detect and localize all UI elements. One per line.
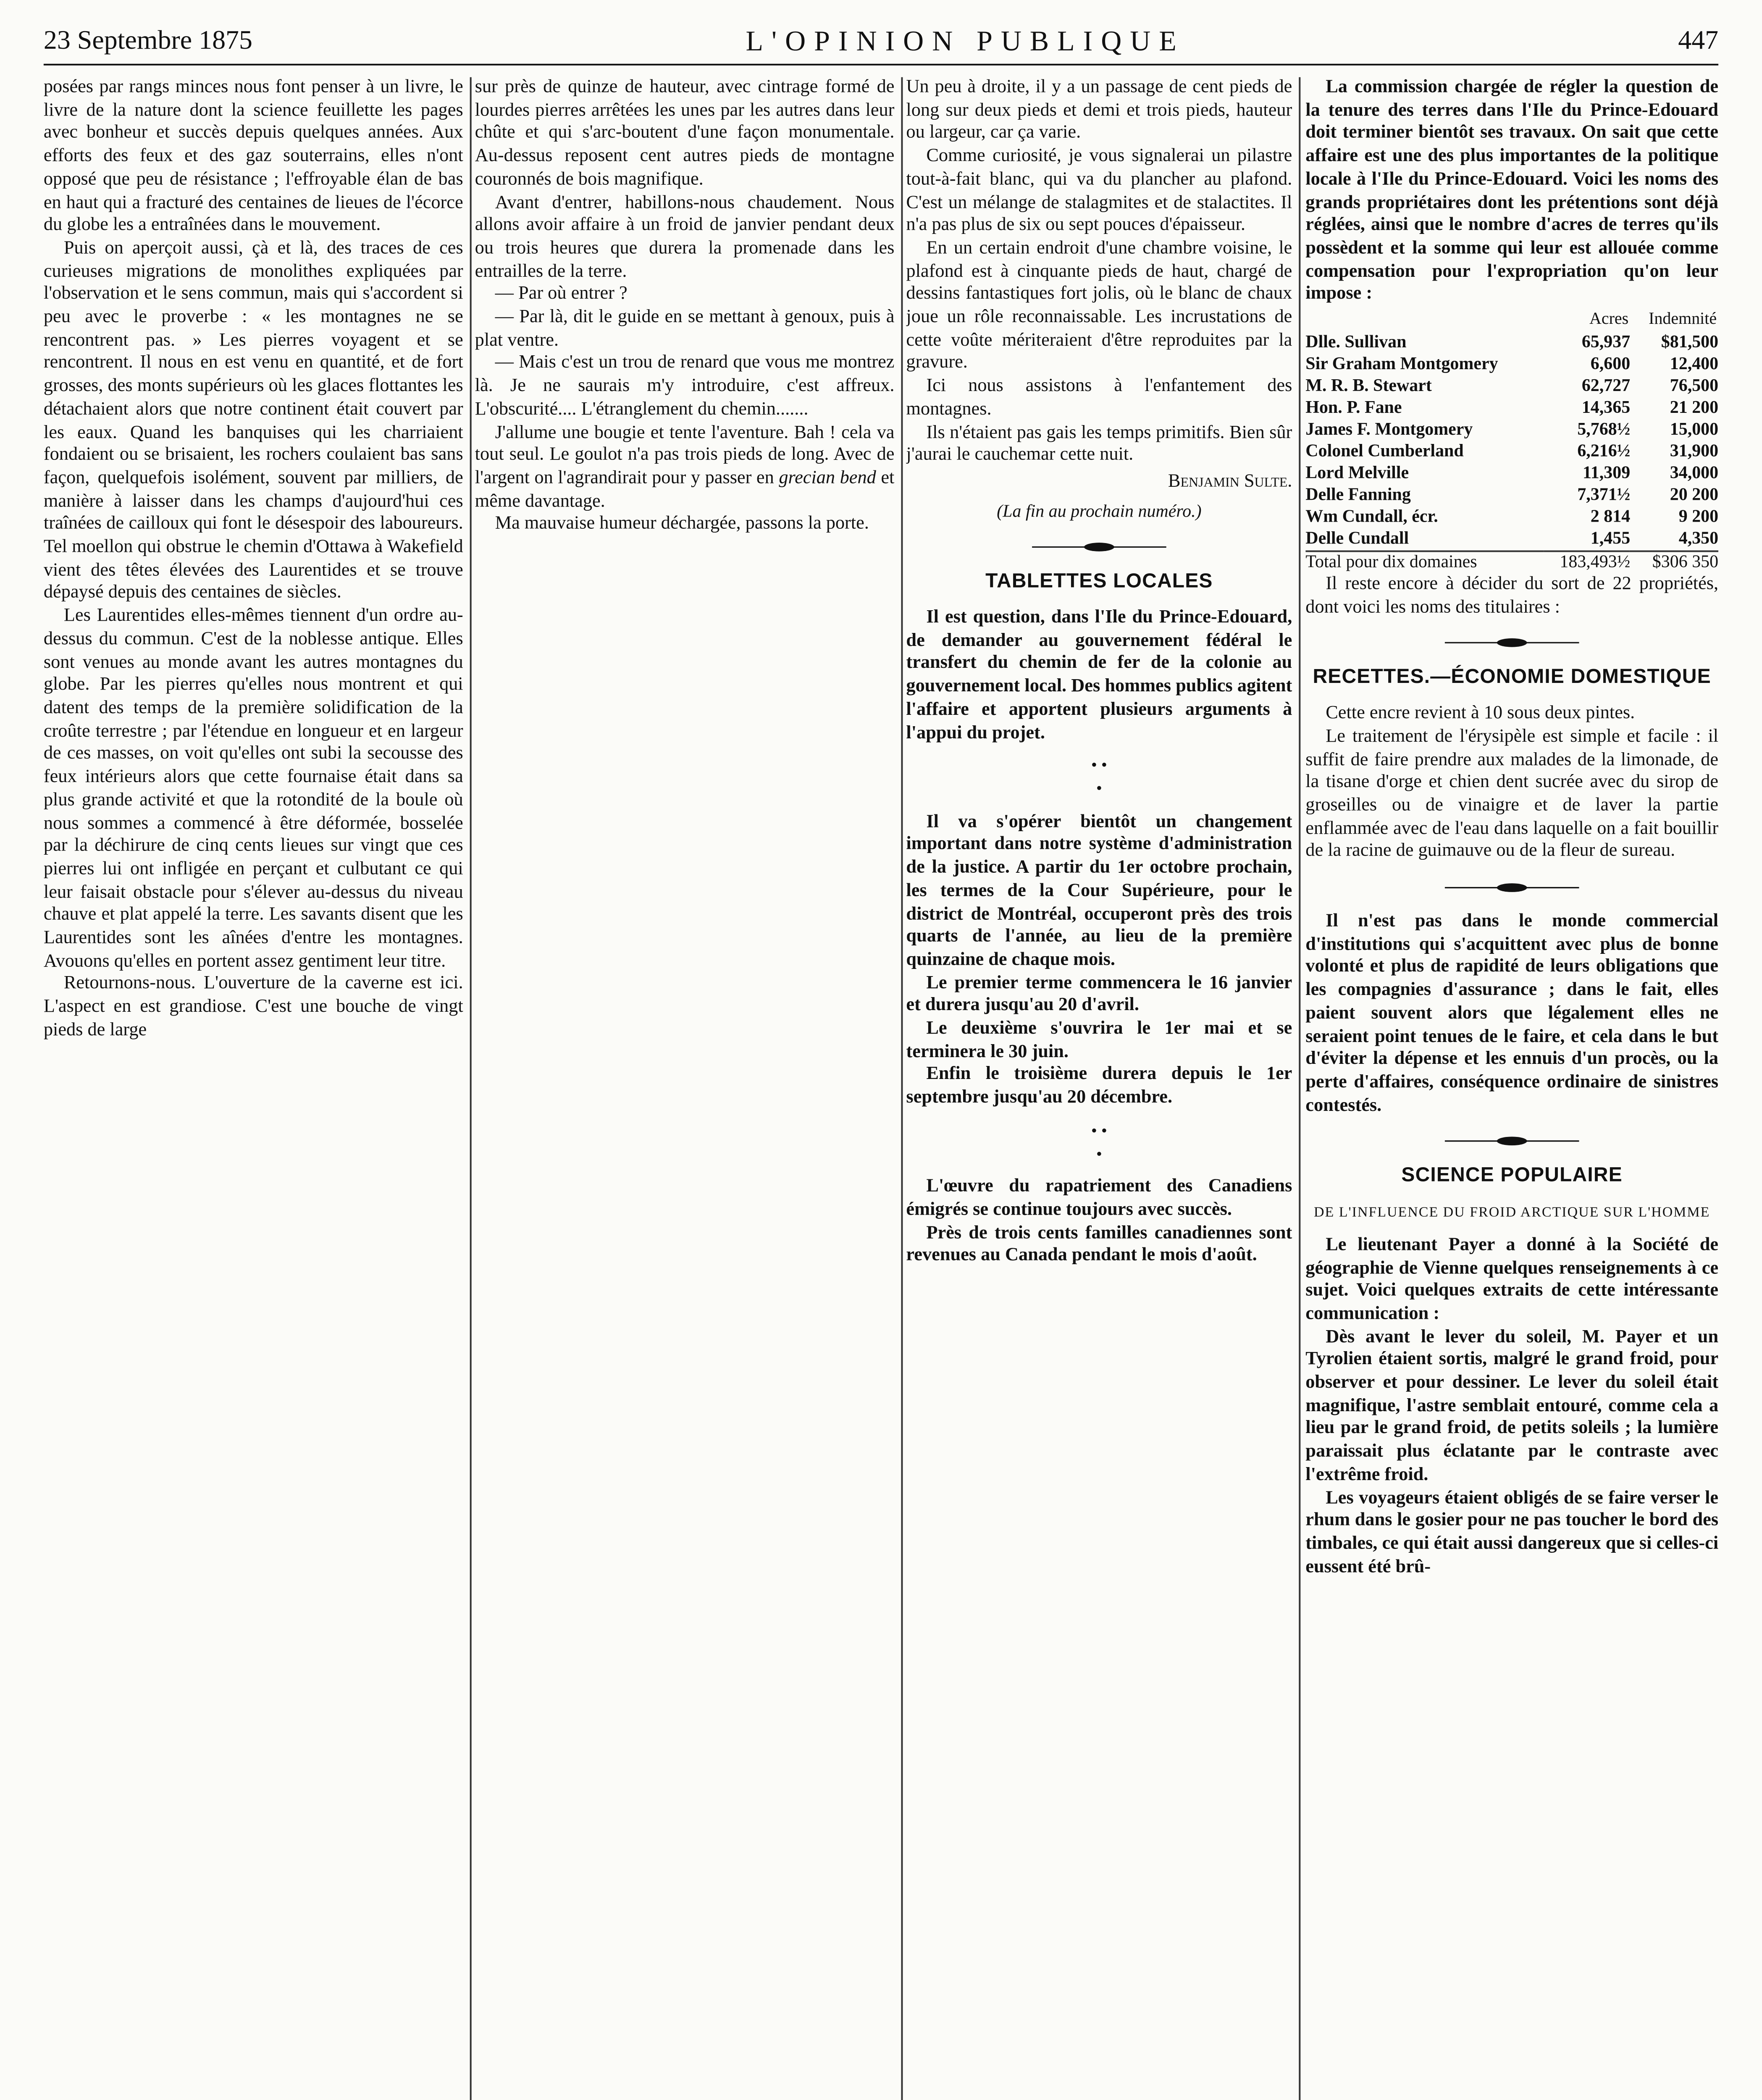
news-item: Le premier terme commencera le 16 janvier et durera jusqu'au 20 d'avril. xyxy=(906,972,1292,1016)
table-cell: 6,600 xyxy=(1590,356,1631,375)
table-cell: Delle Fanning xyxy=(1305,486,1411,505)
paragraph: Ils n'étaient pas gais les temps primitifs. Bien sûr j'aurai le cauchemar cette nuit. xyxy=(906,422,1292,465)
table-cell: $306 350 xyxy=(1630,551,1718,574)
italic-phrase: grecian bend xyxy=(779,468,876,488)
table-cell: James F. Montgomery xyxy=(1305,421,1473,440)
separator-asterism-icon: • • • xyxy=(1091,757,1107,799)
column-1 xyxy=(44,77,463,2100)
table-cell: 11,309 xyxy=(1583,465,1631,483)
table-cell: Sir Graham Montgomery xyxy=(1305,356,1498,375)
table-cell: 4,350 xyxy=(1678,530,1719,549)
column-header-acres: Acres xyxy=(1589,310,1629,329)
news-item: Près de trois cents familles canadiennes sont revenues au Canada pendant le mois d'août. xyxy=(906,1223,1292,1266)
ornament-divider-icon xyxy=(1428,1135,1596,1148)
table-row xyxy=(1305,463,1718,485)
paragraph: Un peu à droite, il y a un passage de cent pieds de long sur deux pieds et demi et trois pieds, hauteur ou largeur, car ça varie. xyxy=(906,77,1292,144)
table-cell: 12,400 xyxy=(1670,356,1719,375)
table-cell: 20 200 xyxy=(1670,486,1719,505)
table-cell: Wm Cundall, écr. xyxy=(1305,508,1438,527)
ornament-divider-icon xyxy=(1428,881,1596,895)
paragraph: Comme curiosité, je vous signalerai un pilastre tout-à-fait blanc, qui va du plancher au plafond. C'est un mélange de stalagmites et de stalactites. Il n'a pas plus de six ou sept pouces d'épaisseur. xyxy=(906,146,1292,236)
paragraph: Dès avant le lever du soleil, M. Payer et un Tyrolien étaient sortis, malgré le grand froid, pour observer et pour dessiner. Le lever du soleil était magnifique, l'astre semblait entouré, comme cela a lieu par le grand froid, de petits soleils ; la lumière paraissait plus éclatante par le contraste avec l'extrême froid. xyxy=(1305,1326,1719,1485)
table-cell: Lord Melville xyxy=(1305,465,1409,483)
table-cell: 9 200 xyxy=(1678,508,1719,527)
column-rule xyxy=(469,77,471,2100)
table-cell: 6,216½ xyxy=(1577,443,1631,462)
table-cell: Colonel Cumberland xyxy=(1305,443,1464,462)
section-title-recettes: RECETTES.—ÉCONOMIE DOMESTIQUE xyxy=(1313,665,1711,689)
publication-title: L'OPINION PUBLIQUE xyxy=(746,25,1185,57)
table-cell: 7,371½ xyxy=(1577,486,1631,505)
paragraph: Le traitement de l'érysipèle est simple et facile : il suffit de faire prendre aux malades de la limonade, de la tisane d'orge et chien dent sucrée avec du sirop de groseilles ou de vinaigre et de laver la partie enflammée avec de l'eau dans laquelle on a fait bouillir de la racine de guimauve ou de la fleur de sureau. xyxy=(1305,726,1719,861)
table-header-row xyxy=(1305,307,1718,332)
paragraph-text: J'allume une bougie et tente l'aventure. Bah ! cela va tout seul. Le goulot n'a pas trois pieds de long. Avec de l'argent on l'agrandirait pour y passer en xyxy=(475,422,895,488)
column-4 xyxy=(1305,77,1718,2100)
table-total-row xyxy=(1305,551,1718,574)
news-item: Le deuxième s'ouvrira le 1er mai et se terminera le 30 juin. xyxy=(906,1018,1292,1062)
table-cell: 1,455 xyxy=(1590,530,1631,549)
table-cell: 34,000 xyxy=(1670,465,1719,483)
ornament-divider-icon xyxy=(1015,541,1183,554)
paragraph xyxy=(475,422,895,514)
table-cell: 2 814 xyxy=(1590,508,1631,527)
section-subtitle: DE L'INFLUENCE DU FROID ARCTIQUE SUR L'HOMME xyxy=(1313,1203,1710,1220)
table-cell: 76,500 xyxy=(1670,378,1719,396)
paragraph-text: et même davantage. xyxy=(475,468,895,512)
table-row xyxy=(1305,420,1718,441)
table-row xyxy=(1305,485,1718,507)
table-row xyxy=(1305,332,1718,354)
paragraph: Cette encre revient à 10 sous deux pintes. xyxy=(1326,703,1635,724)
dialogue-line: — Par là, dit le guide en se mettant à genoux, puis à plat ventre. xyxy=(475,307,895,350)
table-row xyxy=(1305,376,1718,398)
column-rule xyxy=(900,77,902,2100)
column-rule xyxy=(1299,77,1300,2100)
table-row xyxy=(1305,441,1718,463)
paragraph: Puis on aperçoit aussi, çà et là, des traces de ces curieuses migrations de monolithes expliquées par l'observation et le sens commun, mais qui s'accordent si peu avec le proverbe : « les montagnes ne se rencontrent pas. » Les pierres voyagent et se rencontrent. Il nous en est venu en quantité, et de fort grosses, des monts supérieurs où les glaces flottantes les détachaient alors que notre continent était couvert par les eaux. Quand les banquises qui les charriaient fondaient ou se brisaient, les rochers coulaient bas sans façon, quelquefois isolément, souvent par milliers, de manière à laisser dans les champs d'aujourd'hui ces traînées de cailloux qui font le désespoir des laboureurs. Tel moellon qui obstrue le chemin d'Ottawa à Wakefield vient des têtes élevées des Laurentides et se trouve dépaysé depuis des centaines de siècles. xyxy=(43,238,463,604)
column-2 xyxy=(475,77,895,2100)
paragraph: Ma mauvaise humeur déchargée, passons la porte. xyxy=(495,514,869,534)
paragraph: La commission chargée de régler la question de la tenure des terres dans l'Ile du Prince-Edouard doit terminer bientôt ses travaux. On sait que cette affaire est une des plus importantes de la politique locale à l'Ile du Prince-Edouard. Voici les noms des grands propriétaires dont les prétentions sont déjà réglées, ainsi que le nombre d'acres de terres qu'ils possèdent et la somme qui leur est allouée comme compensation pour l'expropriation qu'on leur impose : xyxy=(1305,77,1719,304)
paragraph: Avant d'entrer, habillons-nous chaudement. Nous allons avoir affaire à un froid de janvier pendant deux ou trois heures que durera la promenade dans les entrailles de la terre. xyxy=(475,192,895,281)
paragraph: posées par rangs minces nous font penser à un livre, le livre de la nature dont la science feuillette les pages avec bonheur et succès depuis quelques années. Aux efforts des feux et des gaz souterrains, elles n'ont opposé que peu de résistance ; l'effroyable élan de bas en haut qui a fracturé des centaines de lieues de l'écorce du globe les a entraînées dans le mouvement. xyxy=(43,77,463,236)
paragraph: Le lieutenant Payer a donné à la Société de géographie de Vienne quelques renseignements à ce sujet. Voici quelques extraits de cette intéressante communication : xyxy=(1305,1234,1719,1324)
dialogue-line: — Par où entrer ? xyxy=(495,284,628,304)
paragraph: Retournons-nous. L'ouverture de la caverne est ici. L'aspect en est grandiose. C'est une bouche de vingt pieds de large xyxy=(43,974,463,1040)
paragraph: En un certain endroit d'une chambre voisine, le plafond est à cinquante pieds de haut, chargé de dessins fantastiques fort jolis, où le blanc de chaux joue un rôle reconnaissable. Les incrustations de cette voûte mériteraient d'être reproduites par la gravure. xyxy=(906,238,1292,373)
continuation-note: (La fin au prochain numéro.) xyxy=(997,503,1202,522)
page-header xyxy=(44,20,1718,66)
page-number: 447 xyxy=(1678,26,1719,55)
indemnity-table xyxy=(1305,307,1718,574)
table-row xyxy=(1305,398,1718,420)
paragraph: sur près de quinze de hauteur, avec cintrage formé de lourdes pierres arrêtées les unes par les autres dans leur chûte et qui s'arc-boutent d'une façon monumentale. Au-dessus reposent cent autres pieds de montagne couronnés de bois magnifique. xyxy=(475,77,895,189)
table-cell: 183,493½ xyxy=(1543,551,1630,574)
ornament-divider-icon xyxy=(1428,637,1596,650)
paragraph: Il n'est pas dans le monde commercial d'institutions qui s'acquittent avec plus de bonne volonté et plus de rapidité de leurs obligations que les compagnies d'assurance ; dans le fait, elles paient souvent alors que légalement elles ne seraient point tenues de le faire, et cela dans le but d'éviter la dépense et les ennuis d'un procès, ou la perte d'affaires, conséquence ordinaire de sinistres contestés. xyxy=(1305,911,1719,1116)
column-header-indemnite: Indemnité xyxy=(1649,310,1717,329)
dialogue-line: — Mais c'est un trou de renard que vous me montrez là. Je ne saurais m'y introduire, c'est affreux. L'obscurité.... L'étranglement du chemin....... xyxy=(475,353,895,420)
table-cell: 62,727 xyxy=(1581,378,1631,396)
separator-asterism-icon: • • • xyxy=(1091,1122,1107,1164)
news-item: Enfin le troisième durera depuis le 1er septembre jusqu'au 20 décembre. xyxy=(906,1064,1292,1108)
column-3 xyxy=(906,77,1292,2100)
table-row xyxy=(1305,529,1718,551)
section-title-science: SCIENCE POPULAIRE xyxy=(1401,1163,1623,1187)
table-cell: $81,500 xyxy=(1661,334,1719,353)
table-cell: 15,000 xyxy=(1670,421,1719,440)
table-cell: 31,900 xyxy=(1670,443,1719,462)
section-title-tablettes: TABLETTES LOCALES xyxy=(985,569,1213,593)
table-cell: Dlle. Sullivan xyxy=(1305,334,1407,353)
article-signature: Benjamin Sulte. xyxy=(1168,471,1292,492)
paragraph: Il reste encore à décider du sort de 22 propriétés, dont voici les noms des titulaires : xyxy=(1305,574,1719,617)
table-cell: 21 200 xyxy=(1670,399,1719,418)
news-item: Il est question, dans l'Ile du Prince-Edouard, de demander au gouvernement fédéral le transfert du chemin de fer de la colonie au gouvernement local. Des hommes publics agitent l'affaire et apportent plusieurs arguments à l'appui du projet. xyxy=(906,607,1292,743)
news-item: Il va s'opérer bientôt un changement important dans notre système d'administration de la justice. A partir du 1er octobre prochain, les termes de la Cour Supérieure, pour le district de Montréal, occuperont près des trois quarts de l'année, au lieu de la première quinzaine de chaque mois. xyxy=(906,811,1292,970)
table-cell: Hon. P. Fane xyxy=(1305,399,1402,418)
table-cell: 5,768½ xyxy=(1577,421,1631,440)
table-cell: Total pour dix domaines xyxy=(1305,551,1543,574)
issue-date: 23 Septembre 1875 xyxy=(43,26,252,55)
news-item: L'œuvre du rapatriement des Canadiens émigrés se continue toujours avec succès. xyxy=(906,1176,1292,1220)
paragraph: Les voyageurs étaient obligés de se faire verser le rhum dans le gosier pour ne pas toucher le bord des timbales, ce qui était aussi dangereux que si celles-ci eussent été brû- xyxy=(1305,1487,1719,1577)
table-cell: M. R. B. Stewart xyxy=(1305,378,1432,396)
paragraph: Les Laurentides elles-mêmes tiennent d'un ordre au-dessus du commun. C'est de la noblesse antique. Elles sont venues au monde avant les autres montagnes du globe. Par les pierres qu'elles nous montrent et qui datent des temps de la première solidification de la croûte terrestre ; par l'étendue en longueur et en largeur de ces masses, on voit qu'elles ont subi la secousse des feux intérieurs alors que cette fournaise était dans sa plus grande activité et que la rotondité de la boule où nous sommes a commencé à être déformée, bosselée par la déchirure de cinq cents lieues sur vingt que ces pierres lui ont infligée en perçant et culbutant ce qui leur faisait obstacle pour s'élever au-dessus du niveau chauve et plat appelé la terre. Les savants disent que les Laurentides sont les aînées d'entre les montagnes. Avouons qu'elles en portent assez gentiment leur titre. xyxy=(43,606,463,971)
table-row xyxy=(1305,354,1718,376)
paragraph: Ici nous assistons à l'enfantement des montagnes. xyxy=(906,376,1292,420)
table-row xyxy=(1305,507,1718,529)
table-cell: Delle Cundall xyxy=(1305,530,1409,549)
table-cell: 65,937 xyxy=(1581,334,1631,353)
table-cell: 14,365 xyxy=(1581,399,1631,418)
